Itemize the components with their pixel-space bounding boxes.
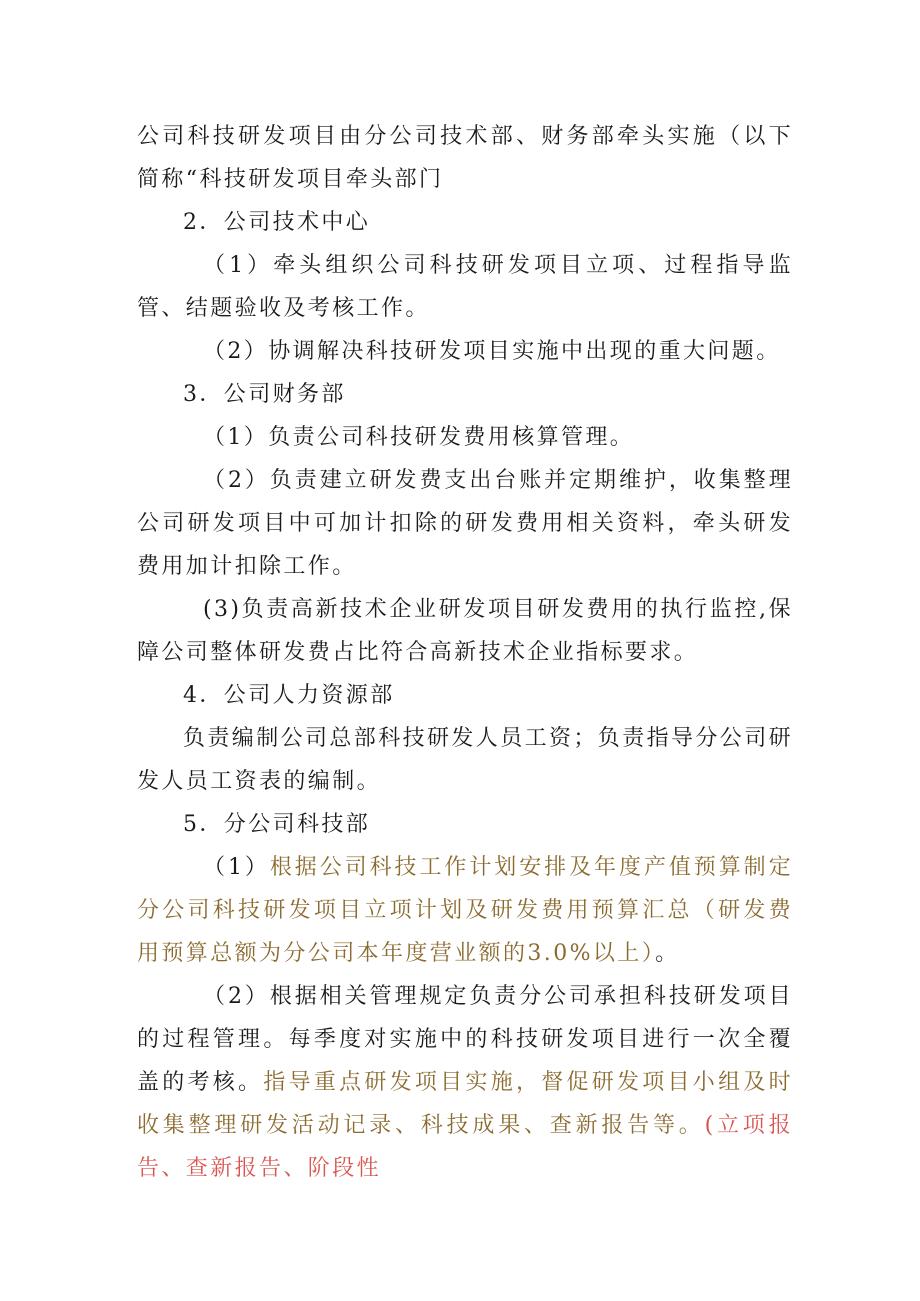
- paragraph-h-5: [137, 803, 793, 846]
- paragraph-p-5-1: [137, 846, 793, 975]
- text-segment: 负责编制公司总部科技研发人员工资；负责指导分公司研发人员工资表的编制。: [137, 726, 794, 794]
- text-segment: （2）协调解决科技研发项目实施中出现的重大问题。: [203, 339, 781, 364]
- text-segment: (3)负责高新技术企业研发项目研发费用的执行监控,保障公司整体研发费占比符合高新技术企业指标要求。: [137, 597, 793, 665]
- text-segment: （1）牵头组织公司科技研发项目立项、过程指导监管、结题验收及考核工作。: [137, 253, 793, 321]
- paragraph-p-intro: [137, 115, 793, 201]
- text-segment: 2．公司技术中心: [183, 210, 371, 235]
- paragraph-p-3-3: [137, 588, 793, 674]
- paragraph-p-4-1: [137, 717, 793, 803]
- paragraph-h-2: [137, 201, 793, 244]
- paragraph-h-4: [137, 674, 793, 717]
- paragraph-p-2-2: [137, 330, 793, 373]
- text-segment: 根据公司科技工作计划安排及年度产值预算制定分公司科技研发项目立项计划及研发费用预算汇总（研发费用预算总额为分公司本年度营业额的3.0%以上）: [137, 855, 794, 966]
- text-segment: （1）: [203, 855, 270, 880]
- text-segment: 指导重点研发项目实施，督促研发项目小组及时收集整理研发活动记录、科技成果、查新报告等。: [137, 1070, 793, 1138]
- paragraph-p-2-1: [137, 244, 793, 330]
- text-segment: （2）根据相关管理规定负责分公司承担科技研发项目的过程管理。每季度对实施中的科技研发项目进行一次全覆盖的考核。: [137, 984, 793, 1095]
- paragraph-p-3-2: [137, 459, 793, 588]
- text-segment: 3．公司财务部: [183, 382, 346, 407]
- text-segment: (立项报告、查新报告、阶段性: [137, 1113, 793, 1181]
- document-body: [137, 115, 793, 1190]
- text-segment: （1）负责公司科技研发费用核算管理。: [203, 425, 635, 450]
- text-segment: 5．分公司科技部: [183, 812, 371, 837]
- text-segment: 4．公司人力资源部: [183, 683, 395, 708]
- text-segment: （2）负责建立研发费支出台账并定期维护，收集整理公司研发项目中可加计扣除的研发费用相关资料，牵头研发费用加计扣除工作。: [137, 468, 793, 579]
- paragraph-p-3-1: [137, 416, 793, 459]
- text-segment: 公司科技研发项目由分公司技术部、财务部牵头实施（以下简称“科技研发项目牵头部门: [137, 124, 793, 192]
- paragraph-h-3: [137, 373, 793, 416]
- paragraph-p-5-2: [137, 975, 793, 1190]
- text-segment: 。: [655, 941, 680, 966]
